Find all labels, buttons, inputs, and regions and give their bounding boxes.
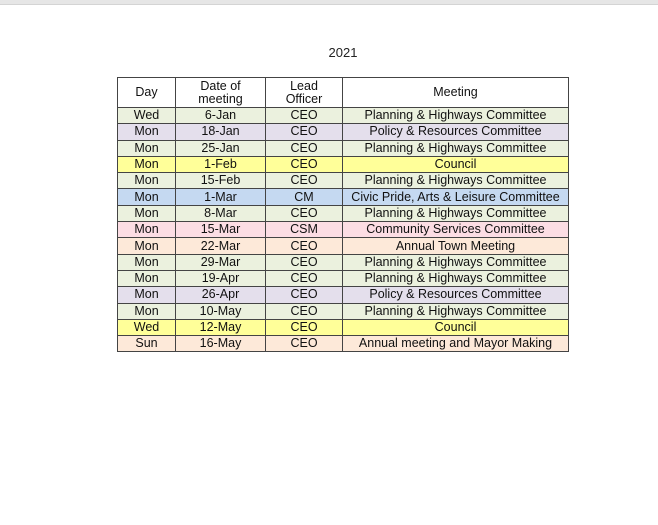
cell-date: 26-Apr [176,287,266,303]
table-row [118,270,569,286]
table-row [118,319,569,335]
cell-meeting: Planning & Highways Committee [343,303,569,319]
table-row [118,287,569,303]
cell-meeting: Planning & Highways Committee [343,108,569,124]
cell-day: Mon [118,270,176,286]
cell-day: Mon [118,189,176,205]
header-officer-line1: Lead [290,78,318,93]
cell-day: Mon [118,205,176,221]
cell-day: Mon [118,222,176,238]
cell-day: Mon [118,287,176,303]
cell-officer: CEO [266,319,343,335]
cell-meeting: Council [343,156,569,172]
cell-officer: CEO [266,173,343,189]
cell-meeting: Policy & Resources Committee [343,287,569,303]
cell-officer: CEO [266,205,343,221]
cell-meeting: Planning & Highways Committee [343,254,569,270]
table-row [118,156,569,172]
header-date-line2: meeting [198,91,243,106]
cell-day: Wed [118,108,176,124]
cell-day: Mon [118,140,176,156]
cell-date: 29-Mar [176,254,266,270]
cell-meeting: Annual Town Meeting [343,238,569,254]
header-date [176,78,266,108]
cell-officer: CEO [266,270,343,286]
cell-meeting: Policy & Resources Committee [343,124,569,140]
cell-officer: CM [266,189,343,205]
cell-date: 6-Jan [176,108,266,124]
cell-officer: CEO [266,124,343,140]
table-row [118,124,569,140]
cell-date: 19-Apr [176,270,266,286]
table-row [118,303,569,319]
cell-meeting: Council [343,319,569,335]
cell-officer: CEO [266,254,343,270]
cell-date: 15-Mar [176,222,266,238]
cell-day: Wed [118,319,176,335]
cell-day: Mon [118,254,176,270]
cell-day: Mon [118,156,176,172]
cell-date: 8-Mar [176,205,266,221]
cell-day: Mon [118,124,176,140]
cell-day: Mon [118,238,176,254]
header-lead-officer [266,78,343,108]
cell-officer: CEO [266,108,343,124]
cell-meeting: Planning & Highways Committee [343,173,569,189]
header-meeting: Meeting [343,78,569,108]
header-date-line1: Date of [200,78,241,93]
table-row [118,173,569,189]
cell-officer: CEO [266,336,343,352]
cell-date: 18-Jan [176,124,266,140]
cell-meeting: Planning & Highways Committee [343,140,569,156]
cell-officer: CEO [266,238,343,254]
table-row [118,254,569,270]
table-header-row [118,78,569,108]
cell-officer: CEO [266,140,343,156]
cell-date: 1-Mar [176,189,266,205]
cell-date: 1-Feb [176,156,266,172]
year-heading: 2021 [328,45,358,60]
table-row [118,205,569,221]
meeting-schedule-table [117,77,569,352]
cell-officer: CEO [266,156,343,172]
cell-meeting: Annual meeting and Mayor Making [343,336,569,352]
cell-meeting: Community Services Committee [343,222,569,238]
cell-date: 16-May [176,336,266,352]
cell-date: 22-Mar [176,238,266,254]
table-row [118,336,569,352]
cell-meeting: Civic Pride, Arts & Leisure Committee [343,189,569,205]
cell-officer: CSM [266,222,343,238]
cell-day: Mon [118,173,176,189]
cell-officer: CEO [266,303,343,319]
table-row [118,222,569,238]
cell-day: Mon [118,303,176,319]
cell-date: 12-May [176,319,266,335]
cell-meeting: Planning & Highways Committee [343,270,569,286]
viewer-top-edge [0,0,658,5]
table-row [118,140,569,156]
cell-meeting: Planning & Highways Committee [343,205,569,221]
header-officer-line2: Officer [285,91,323,106]
header-day: Day [118,78,176,108]
table-row [118,108,569,124]
cell-officer: CEO [266,287,343,303]
cell-date: 10-May [176,303,266,319]
cell-day: Sun [118,336,176,352]
table-row [118,238,569,254]
table-row [118,189,569,205]
cell-date: 15-Feb [176,173,266,189]
cell-date: 25-Jan [176,140,266,156]
